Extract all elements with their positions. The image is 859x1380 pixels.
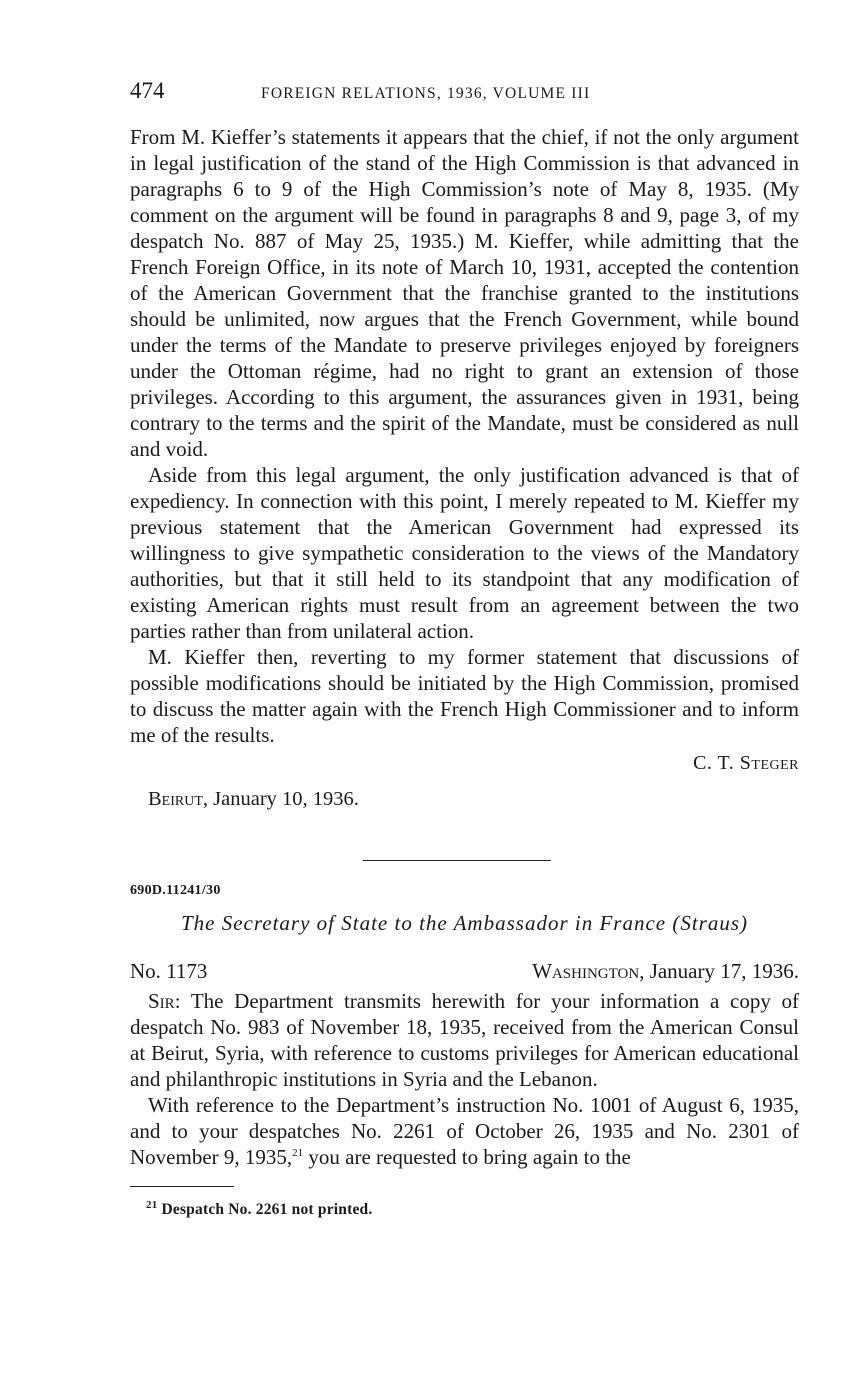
footnote-rule	[130, 1186, 234, 1187]
paragraph	[130, 1092, 799, 1170]
file-number: 690D.11241/30	[130, 883, 221, 898]
section-secretary-instruction	[130, 988, 799, 1170]
document-page	[130, 78, 799, 1219]
signature: C. T. Steger	[693, 752, 799, 774]
paragraph: M. Kieffer then, reverting to my former statement that discussions of possible modifications should be initiated by the High Commission, promised to discuss the matter again with the French High Commissioner and to inform me of the results.	[130, 645, 799, 747]
section-divider	[363, 860, 551, 861]
dispatch-number: No. 1173	[130, 959, 208, 983]
dispatch-line	[130, 958, 799, 984]
dispatch-place-date	[532, 958, 799, 984]
footnote	[130, 1198, 799, 1219]
page-number: 474	[130, 78, 165, 103]
document-heading: The Secretary of State to the Ambassador in France (Straus)	[180, 911, 749, 935]
footnote-reference: 21	[292, 1147, 304, 1159]
paragraph: Aside from this legal argument, the only justification advanced is that of expediency. In connection with this point, I merely repeated to M. Kieffer my previous statement that the American Government had expressed its willingness to give sympathetic consideration to the views of the Mandatory authorities, but that it still held to its standpoint that any modification of existing American rights must result from an agreement between the two parties rather than from unilateral action.	[130, 463, 799, 643]
place: Beirut	[148, 788, 203, 810]
date: , January 17, 1936.	[639, 959, 799, 983]
paragraph	[130, 988, 799, 1092]
paragraph-text: With reference to the Department’s instruction No. 1001 of August 6, 1935, and to your despatches No. 2261 of October 26, 1935 and No. 2301 of November 9, 1935,	[130, 1093, 799, 1169]
salutation: Sir	[148, 989, 175, 1013]
paragraph: From M. Kieffer’s statements it appears that the chief, if not the only argument in legal justification of the stand of the High Commission is that advanced in paragraphs 6 to 9 of the High Commission’s note of May 8, 1935. (My comment on the argument will be found in paragraphs 8 and 9, page 3, of my despatch No. 887 of May 25, 1935.) M. Kieffer, while admitting that the French Foreign Office, in its note of March 10, 1931, accepted the contention of the American Government that the franchise granted to the institutions should be unlimited, now argues that the French Government, while bound under the terms of the Mandate to preserve privileges enjoyed by foreigners under the Ottoman régime, had no right to grant an extension of those privileges. According to this argument, the assurances given in 1931, being contrary to the terms and the spirit of the Mandate, must be considered as null and void.	[130, 125, 799, 461]
paragraph-text: : The Department transmits herewith for your information a copy of despatch No. 983 of November 18, 1935, received from the American Consul at Beirut, Syria, with reference to customs privileges for American educational and philanthropic institutions in Syria and the Lebanon.	[130, 989, 799, 1091]
place-date	[130, 786, 799, 812]
running-head	[130, 78, 799, 112]
footnote-text: Despatch No. 2261 not printed.	[157, 1201, 373, 1218]
place: Washington	[532, 959, 640, 983]
date: , January 10, 1936.	[202, 788, 359, 810]
running-title: FOREIGN RELATIONS, 1936, VOLUME III	[261, 85, 591, 102]
section-consul-report	[130, 124, 799, 748]
paragraph-text: you are requested to bring again to the	[303, 1145, 631, 1169]
footnote-marker: 21	[146, 1198, 158, 1211]
